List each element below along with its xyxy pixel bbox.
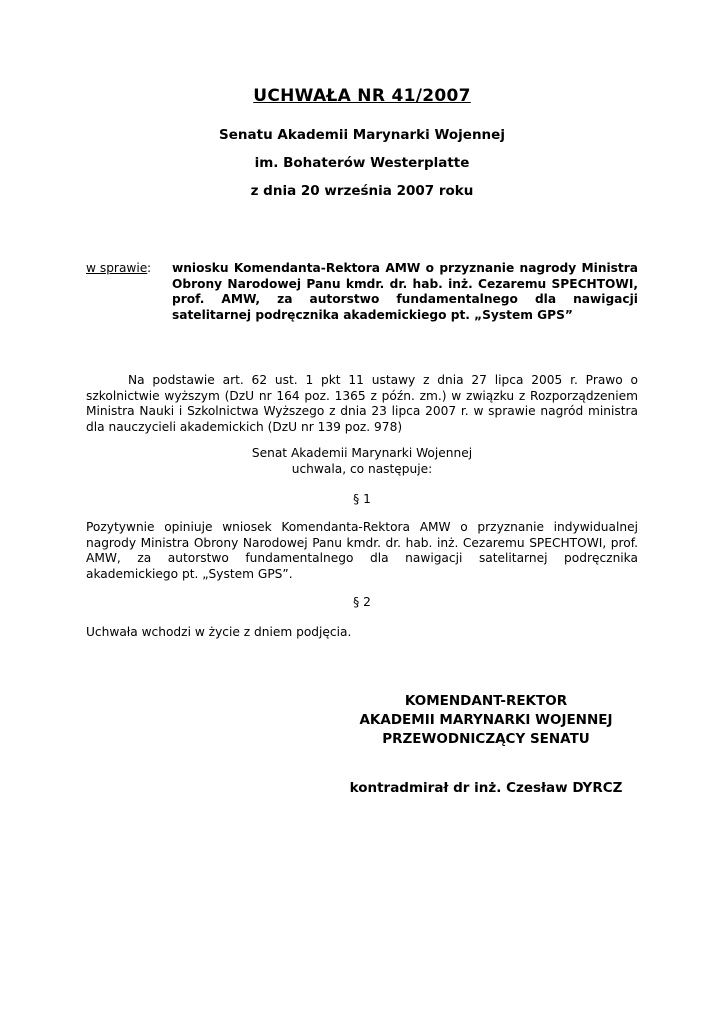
issuer-line-1: Senatu Akademii Marynarki Wojennej xyxy=(219,127,505,143)
subject-text: wniosku Komendanta-Rektora AMW o przyznanie nagrody Ministra Obrony Narodowej Panu kmdr. dr. hab. inż. Cezaremu SPECHTOWI, prof. AMW, za autorstwo fundamentalnego dla nawigacji satelitarnej podręcznika akademickiego pt. „System GPS” xyxy=(172,261,638,322)
signature-title-line-1: KOMENDANT-REKTOR xyxy=(404,693,568,709)
signature-title-line-2: AKADEMII MARYNARKI WOJENNEJ xyxy=(359,712,613,728)
section-1-heading: § 1 xyxy=(353,492,371,506)
resolution-title: UCHWAŁA NR 41/2007 xyxy=(253,86,471,106)
signature-title-line-3: PRZEWODNICZĄCY SENATU xyxy=(382,731,590,747)
resolves-line-2: uchwala, co następuje: xyxy=(291,462,433,476)
subject-label: w sprawie xyxy=(86,261,148,275)
signatory-name: kontradmirał dr inż. Czesław DYRCZ xyxy=(349,780,623,796)
section-2-heading: § 2 xyxy=(353,595,371,609)
section-1-text: Pozytywnie opiniuje wniosek Komendanta-Rektora AMW o przyznanie indywidualnej nagrody Ministra Obrony Narodowej Panu kmdr. dr. hab. inż. Cezaremu SPECHTOWI, prof. AMW, za autorstwo fundamentalnego dla nawigacji satelitarnej podręcznika akademickiego pt. „System GPS”. xyxy=(86,520,638,581)
resolves-line-1: Senat Akademii Marynarki Wojennej xyxy=(251,446,473,460)
issuer-line-2: im. Bohaterów Westerplatte xyxy=(254,155,470,171)
section-2-text: Uchwała wchodzi w życie z dniem podjęcia. xyxy=(86,625,352,639)
subject-colon: : xyxy=(147,261,152,275)
legal-basis-paragraph: Na podstawie art. 62 ust. 1 pkt 11 ustawy z dnia 27 lipca 2005 r. Prawo o szkolnictwie wyższym (DzU nr 164 poz. 1365 z późn. zm.) w związku z Rozporządzeniem Ministra Nauki i Szkolnictwa Wyższego z dnia 23 lipca 2007 r. w sprawie nagród ministra dla nauczycieli akademickich (DzU nr 139 poz. 978) xyxy=(86,373,638,434)
resolution-date: z dnia 20 września 2007 roku xyxy=(250,183,474,199)
